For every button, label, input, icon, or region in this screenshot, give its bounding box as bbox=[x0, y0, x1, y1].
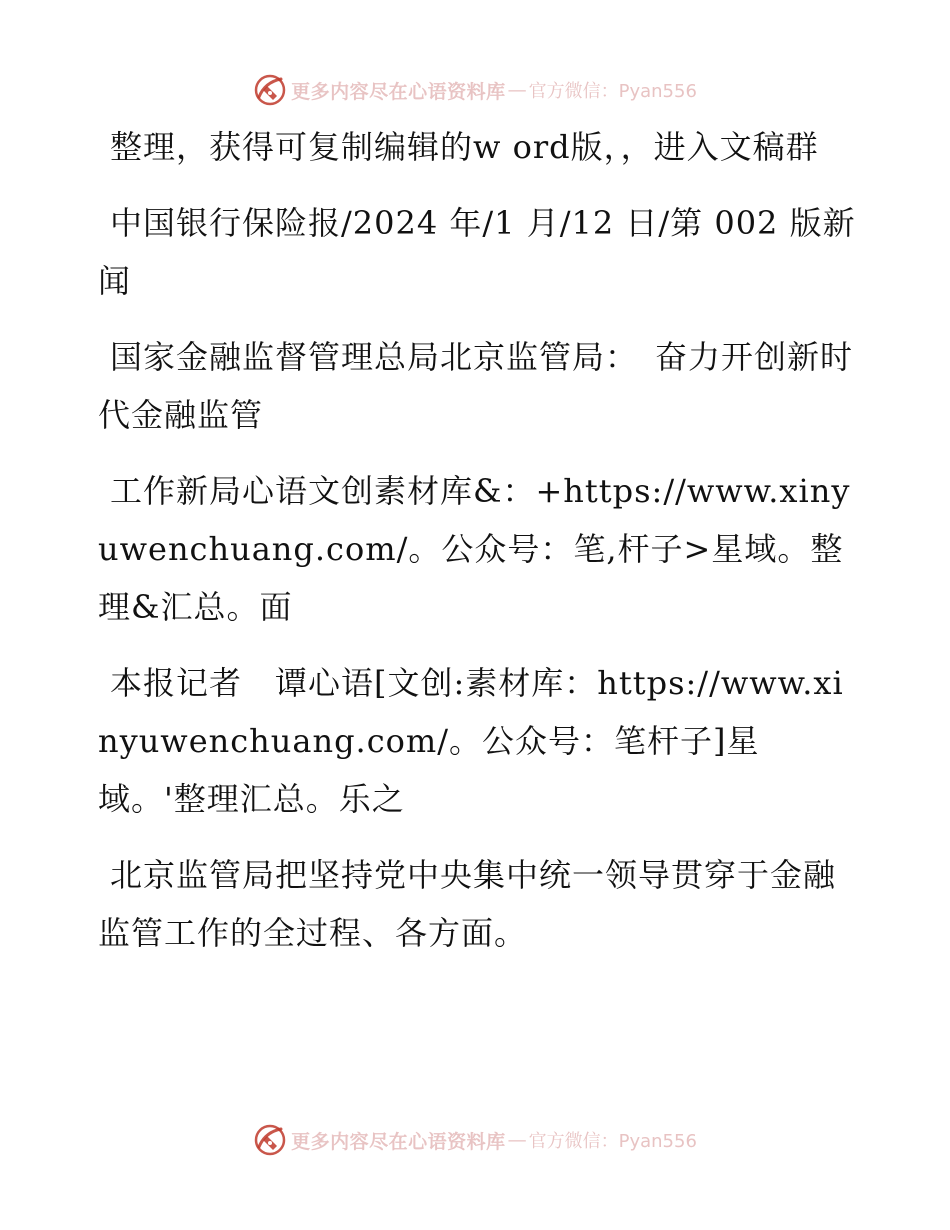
paragraph-source: 中国银行保险报/2024 年/1 月/12 日/第 002 版新闻 bbox=[98, 204, 856, 300]
watermark-wechat: 官方微信：Pyan556 bbox=[528, 81, 697, 102]
paragraph-body: 北京监管局把坚持党中央集中统一领导贯穿于金融监管工作的全过程、各方面。 bbox=[98, 856, 837, 952]
footer-watermark bbox=[0, 1120, 950, 1160]
header-watermark bbox=[0, 70, 950, 110]
watermark-text: 更多内容尽在心语资料库 bbox=[291, 80, 506, 103]
paragraph-headline: 国家金融监督管理总局北京监管局： 奋力开创新时代金融监管 bbox=[98, 338, 854, 434]
document-body bbox=[98, 118, 858, 980]
watermark-wechat: 官方微信：Pyan556 bbox=[528, 1131, 697, 1152]
pen-logo-icon bbox=[253, 1123, 287, 1157]
paragraph-byline: 本报记者 谭心语[文创:素材库：https://www.xinyuwenchuang.com/。公众号：笔杆子]星域。'整理汇总。乐之 bbox=[98, 664, 844, 818]
watermark-text: 更多内容尽在心语资料库 bbox=[291, 1130, 506, 1153]
pen-logo-icon bbox=[253, 73, 287, 107]
watermark-dash: — bbox=[507, 79, 527, 101]
paragraph-intro: 整理，获得可复制编辑的w ord版，，进入文稿群 bbox=[110, 128, 819, 166]
watermark-dash: — bbox=[507, 1129, 527, 1151]
paragraph-headline-continued: 工作新局心语文创素材库&：+https://www.xinyuwenchuang.com/。公众号：笔,杆子>星域。整理&汇总。面 bbox=[98, 472, 851, 626]
